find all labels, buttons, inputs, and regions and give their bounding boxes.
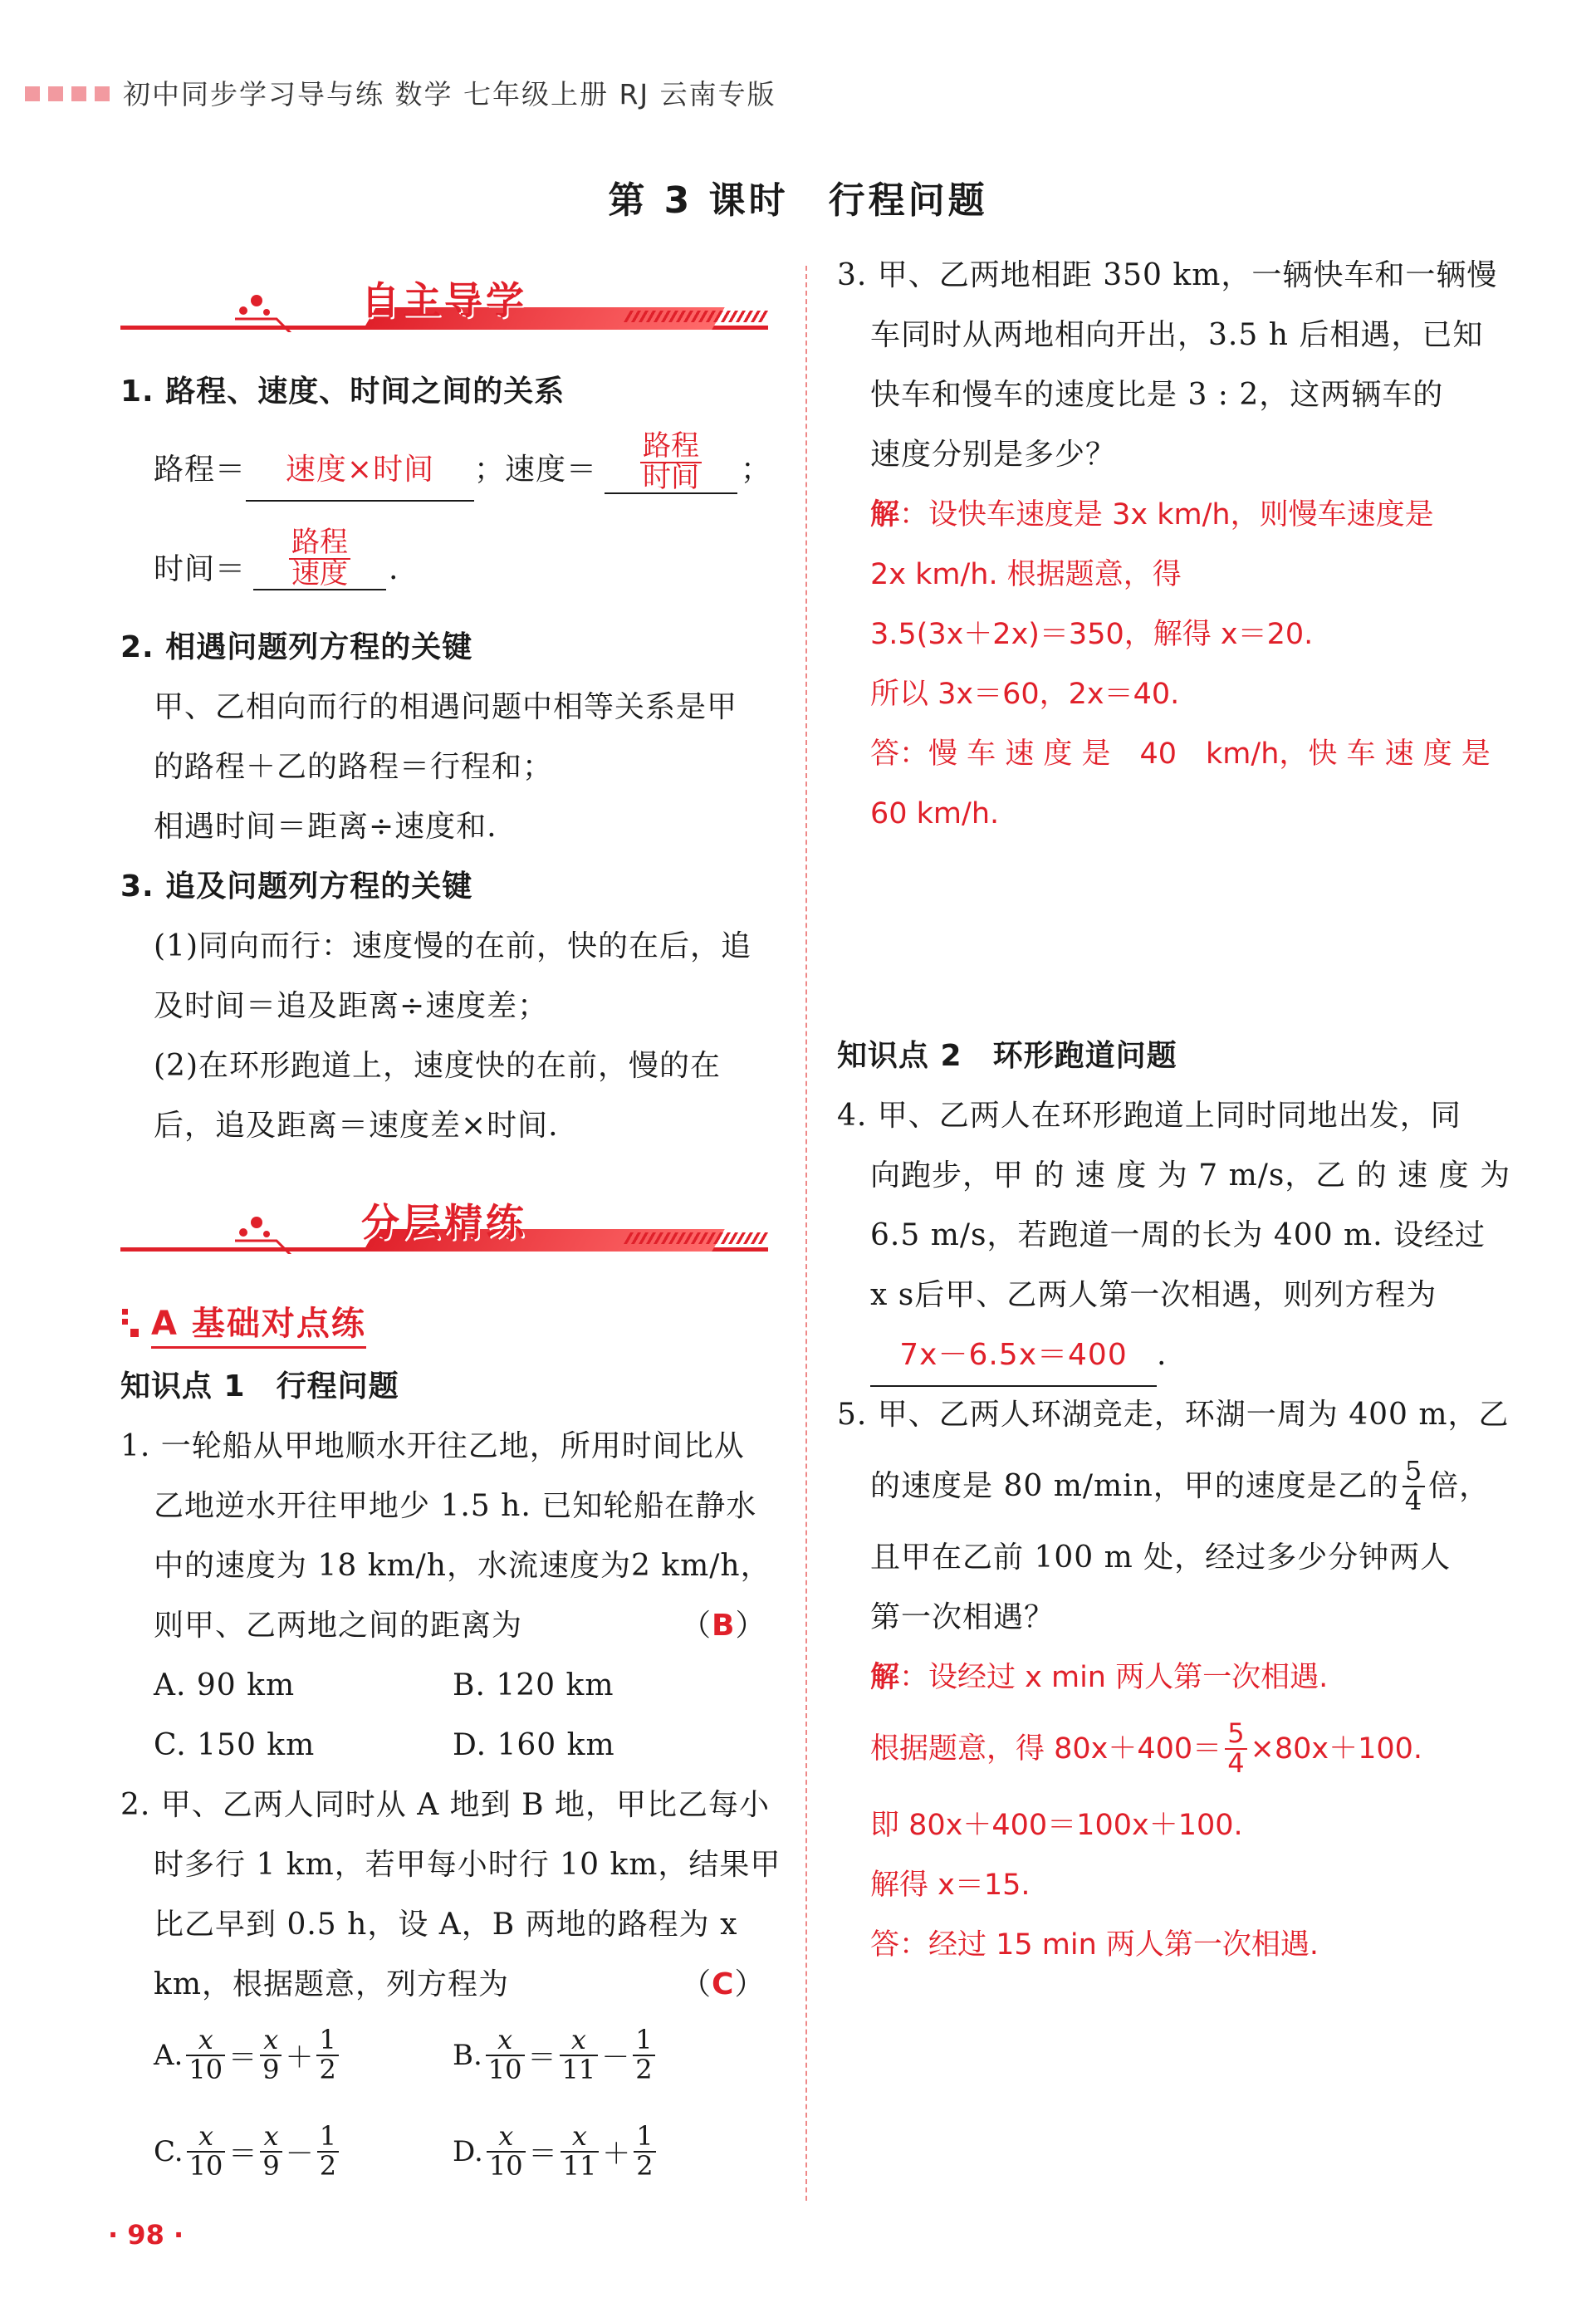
k1-semicolon: ；	[741, 453, 772, 487]
q5-line1: 5. 甲、乙两人环湖竞走，环湖一周为 400 m，乙	[837, 1398, 1510, 1432]
k1-time-den: 速度	[289, 558, 350, 590]
k1-line1	[154, 440, 597, 502]
q2-option-c	[154, 2120, 342, 2182]
q1-line2: 乙地逆水开往甲地少 1.5 h. 已知轮船在静水	[154, 1489, 757, 1523]
frac-num: x	[263, 2120, 279, 2152]
q5-frac-num: 5	[1404, 1455, 1423, 1487]
q5-frac-den: 4	[1403, 1486, 1425, 1516]
paren-left: （	[681, 1609, 712, 1643]
k1-period: .	[389, 552, 399, 586]
k2-line2: 的路程＋乙的路程＝行程和；	[154, 750, 554, 784]
kp1-title: 知识点 1 行程问题	[120, 1369, 399, 1403]
k3-line3: (2)在环形跑道上，速度快的在前，慢的在	[154, 1049, 721, 1083]
k1-title: 1. 路程、速度、时间之间的关系	[120, 375, 565, 409]
q5-solution-line4: 解得 x＝15.	[870, 1869, 1031, 1902]
level-marker-icon	[120, 1305, 147, 1339]
frac-num: x	[571, 2120, 587, 2152]
q1-option-b: B. 120 km	[453, 1668, 614, 1702]
k1-speed-den: 时间	[640, 462, 702, 493]
k3-line1: (1)同向而行：速度慢的在前，快的在后，追	[154, 929, 751, 963]
q4-line2: 向跑步，甲 的 速 度 为 7 m/s，乙 的 速 度 为	[870, 1158, 1511, 1193]
k1-time-num: 路程	[291, 526, 348, 559]
q2-option-b	[453, 2026, 658, 2084]
k3-line4: 后，追及距离＝速度差×时间.	[154, 1109, 559, 1143]
frac-den: 10	[187, 2151, 226, 2181]
q1-line1: 1. 一轮船从甲地顺水开往乙地，所用时间比从	[120, 1429, 745, 1463]
q1-line3: 中的速度为 18 km/h，水流速度为2 km/h，	[154, 1549, 771, 1583]
book-title: 初中同步学习导与练 数学 七年级上册 RJ 云南专版	[123, 78, 776, 110]
q1-option-a: A. 90 km	[154, 1668, 296, 1702]
frac-num: 1	[636, 2120, 654, 2152]
q3-solution-text: ：设快车速度是 3x km/h，则慢车速度是	[899, 498, 1434, 531]
q5-solution-line2	[870, 1719, 1422, 1779]
column-divider	[805, 266, 807, 2201]
k3-line2: 及时间＝追及距离÷速度差；	[154, 989, 549, 1023]
kp2-title: 知识点 2 环形跑道问题	[837, 1039, 1177, 1073]
q5-line2-tail: 倍，	[1428, 1469, 1491, 1503]
q3-line1: 3. 甲、乙两地相距 350 km，一辆快车和一辆慢	[837, 258, 1498, 292]
q1-answer-bracket	[681, 1596, 766, 1656]
k1-blank-speed	[605, 429, 737, 494]
frac-den: 10	[186, 2055, 225, 2084]
q5-solution-line5: 答：经过 15 min 两人第一次相遇.	[870, 1928, 1319, 1962]
q2-option-a-label: A.	[154, 2038, 184, 2072]
q2-line3: 比乙早到 0.5 h，设 A，B 两地的路程为 x	[154, 1908, 738, 1942]
frac-den: 10	[487, 2151, 526, 2181]
frac-num: x	[198, 2024, 213, 2055]
op-eq: ＝	[228, 2138, 257, 2172]
dots-arrow-icon	[227, 1204, 293, 1254]
q4-line1: 4. 甲、乙两人在环形跑道上同时同地出发，同	[837, 1099, 1461, 1133]
q5-solution-frac-den: 4	[1225, 1748, 1246, 1778]
frac-num: x	[198, 2120, 213, 2152]
op-eq: ＝	[528, 2138, 557, 2172]
frac-num: x	[497, 2024, 513, 2055]
frac-num: x	[263, 2024, 279, 2055]
q5-solution-text: ：设经过 x min 两人第一次相遇.	[899, 1661, 1329, 1694]
q1-answer: B	[712, 1609, 736, 1643]
paren-left: （	[681, 1967, 712, 2001]
q1-option-c: C. 150 km	[154, 1728, 316, 1762]
frac-den: 2	[634, 2151, 655, 2181]
q2-option-a	[154, 2026, 342, 2084]
q5-solution-line3: 即 80x＋400＝100x＋100.	[870, 1809, 1243, 1842]
q3-line4: 速度分别是多少？	[870, 438, 1117, 472]
section-banner-self-study	[120, 274, 768, 349]
q4-answer: 7x－6.5x＝400	[870, 1325, 1157, 1387]
frac-den: 10	[486, 2055, 525, 2084]
op-plus: ＋	[602, 2138, 631, 2172]
q3-solution-line2: 2x km/h. 根据题意，得	[870, 558, 1182, 591]
dots-arrow-icon	[227, 282, 293, 332]
q1-option-d: D. 160 km	[453, 1728, 615, 1762]
q5-line2-text: 的速度是 80 m/min，甲的速度是乙的	[870, 1469, 1399, 1503]
frac-den: 11	[560, 2055, 599, 2084]
q5-line3: 且甲在乙前 100 m 处，经过多少分钟两人	[870, 1541, 1452, 1575]
q2-line4: km，根据题意，列方程为	[154, 1967, 509, 2001]
page-number: · 98 ·	[108, 2219, 184, 2251]
level-a-title: A 基础对点练	[151, 1297, 366, 1349]
k2-line3: 相遇时间＝距离÷速度和.	[154, 810, 497, 844]
q3-solution-line1	[870, 485, 1434, 545]
frac-num: x	[498, 2120, 514, 2152]
lesson-title: 第 3 课时 行程问题	[608, 179, 988, 222]
frac-den: 2	[633, 2055, 654, 2084]
q4-period: .	[1157, 1338, 1168, 1372]
q2-option-d-label: D.	[453, 2134, 483, 2168]
q3-solution-line4: 所以 3x＝60，2x＝40.	[870, 678, 1180, 711]
q5-line4: 第一次相遇？	[870, 1600, 1055, 1634]
frac-num: x	[570, 2024, 586, 2055]
k1-label-time: 时间＝	[154, 552, 247, 586]
q5-solution-line2-b: ×80x＋100.	[1250, 1732, 1423, 1766]
q5-solution-label: 解	[870, 1661, 900, 1694]
header-squares-icon	[25, 86, 110, 101]
k1-blank-distance: 速度×时间	[246, 440, 474, 502]
q4-line3: 6.5 m/s，若跑道一周的长为 400 m. 设经过	[870, 1218, 1486, 1252]
paren-right: ）	[735, 1609, 766, 1643]
q5-solution-line1	[870, 1648, 1328, 1707]
q3-line3: 快车和慢车的速度比是 3 : 2，这两辆车的	[870, 378, 1444, 412]
q2-option-c-label: C.	[154, 2134, 184, 2168]
op-minus: －	[601, 2041, 630, 2075]
q4-line4: x s后甲、乙两人第一次相遇，则列方程为	[870, 1278, 1437, 1312]
q3-solution-line3: 3.5(3x＋2x)＝350，解得 x＝20.	[870, 618, 1314, 651]
q3-solution-line5: 答：慢 车 速 度 是 40 km/h，快 车 速 度 是	[870, 737, 1491, 771]
frac-num: 1	[319, 2120, 337, 2152]
k2-title: 2. 相遇问题列方程的关键	[120, 630, 473, 664]
frac-den: 9	[260, 2055, 282, 2084]
k1-label-distance: 路程＝	[154, 453, 247, 487]
k2-line1: 甲、乙相向而行的相遇问题中相等关系是甲	[154, 690, 738, 724]
q2-option-d	[453, 2120, 659, 2182]
q2-option-b-label: B.	[453, 2038, 482, 2072]
op-plus: ＋	[285, 2041, 314, 2075]
op-eq: ＝	[527, 2041, 556, 2075]
section-banner-practice	[120, 1196, 768, 1271]
op-minus: －	[285, 2138, 314, 2172]
op-eq: ＝	[228, 2041, 257, 2075]
frac-den: 11	[561, 2151, 600, 2181]
q2-answer-bracket	[681, 1955, 765, 2015]
frac-num: 1	[319, 2024, 336, 2055]
frac-den: 2	[316, 2055, 338, 2084]
q5-solution-frac-num: 5	[1227, 1717, 1245, 1750]
q5-solution-line2-a: 根据题意，得 80x＋400＝	[870, 1732, 1222, 1766]
q3-line2: 车同时从两地相向开出，3.5 h 后相遇，已知	[870, 318, 1484, 352]
k1-blank-time	[253, 528, 386, 590]
paren-right: ）	[734, 1967, 766, 2001]
section-practice-title: 分层精练	[361, 1200, 527, 1245]
q2-line2: 时多行 1 km，若甲每小时行 10 km，结果甲	[154, 1848, 781, 1882]
k1-speed-num: 路程	[643, 429, 699, 463]
frac-num: 1	[635, 2024, 653, 2055]
q1-line4: 则甲、乙两地之间的距离为	[154, 1609, 523, 1643]
q3-solution-line6: 60 km/h.	[870, 797, 1000, 830]
q2-line1: 2. 甲、乙两人同时从 A 地到 B 地，甲比乙每小	[120, 1788, 771, 1822]
frac-den: 2	[317, 2151, 339, 2181]
q4-answer-line	[870, 1325, 1167, 1387]
k3-title: 3. 追及问题列方程的关键	[120, 869, 473, 904]
k1-label-speed: ；速度＝	[474, 453, 598, 487]
section-self-study-title: 自主导学	[361, 278, 527, 323]
q5-line2	[870, 1457, 1490, 1516]
q3-solution-label: 解	[870, 498, 900, 531]
frac-den: 9	[260, 2151, 282, 2181]
q2-answer: C	[712, 1967, 735, 2001]
